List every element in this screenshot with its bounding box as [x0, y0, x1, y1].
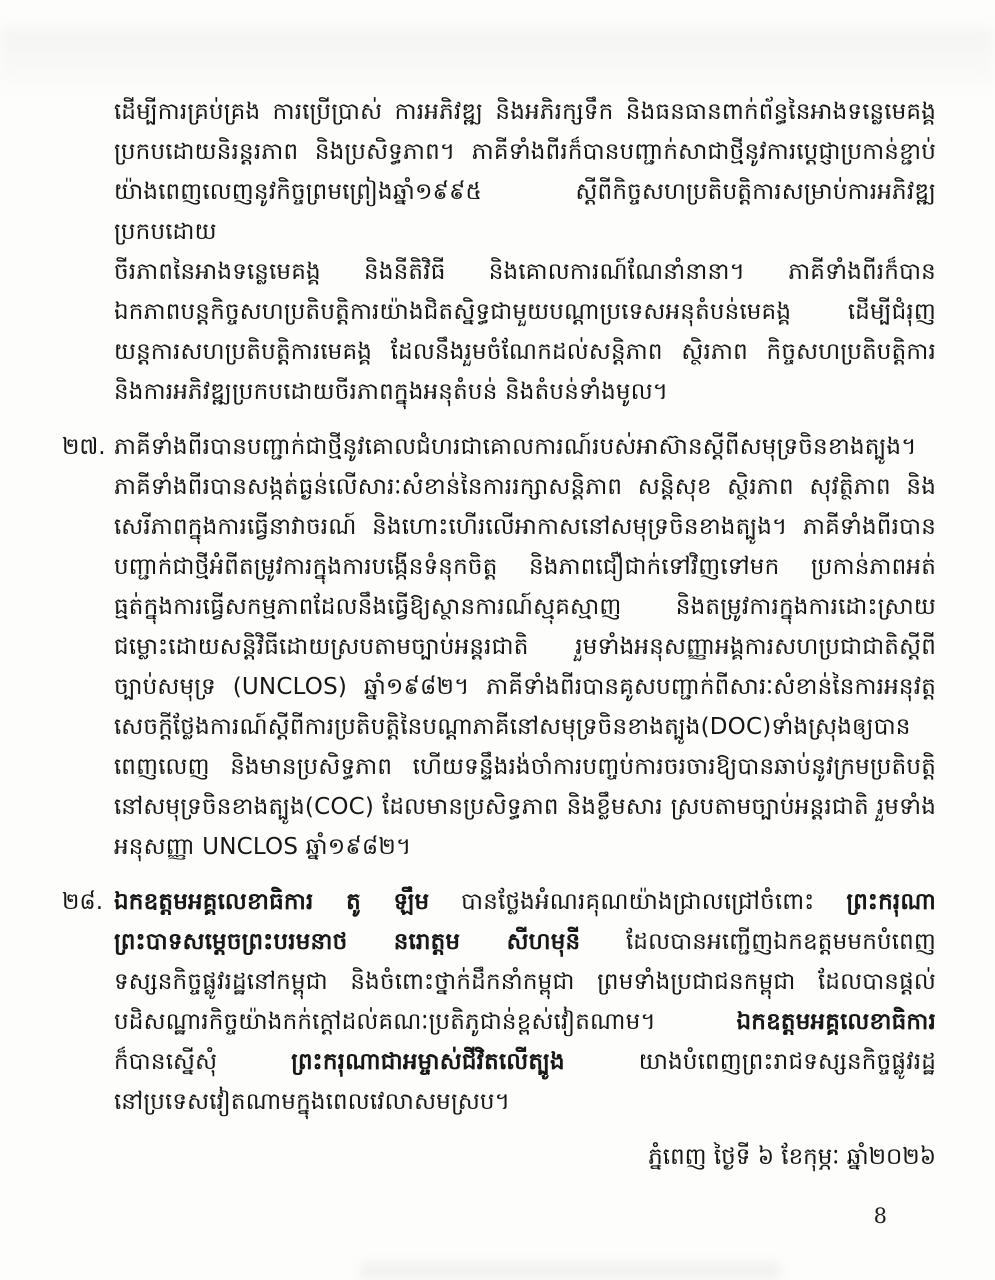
text-segment: ប្រកបដោយនិរន្តរភាព និងប្រសិទ្ធភាព។ ភាគីទាំងពីរក៏បានបញ្ជាក់សាជាថ្មីនូវការប្តេជ្ញាប្រកាន់ខ្ជាប់	[114, 139, 936, 165]
text-line	[114, 667, 936, 707]
text-line	[114, 882, 936, 922]
scan-shade-top	[0, 28, 995, 88]
text-line	[114, 332, 936, 372]
text-segment: យាងបំពេញព្រះរាជទស្សនកិច្ចផ្លូវរដ្ឋ	[564, 1049, 936, 1075]
text-line	[114, 1042, 936, 1082]
text-segment-bold: ឯកឧត្តមអគ្គលេខាធិការ តូ ឡឹម	[114, 889, 430, 915]
text-segment: បញ្ជាក់ជាថ្មីអំពីតម្រូវការក្នុងការបង្កើនទំនុកចិត្ត និងភាពជឿជាក់ទៅវិញទៅមក ប្រកាន់ភាពអត់	[114, 554, 936, 580]
paragraph	[62, 882, 936, 1122]
text-segment-bold: ឯកឧត្តមអគ្គលេខាធិការ	[736, 1009, 936, 1035]
text-line	[114, 707, 936, 747]
text-segment: យ៉ាងពេញលេញនូវកិច្ចព្រមព្រៀងឆ្នាំ១៩៩៥ ស្តីពីកិច្ចសហប្រតិបត្តិការសម្រាប់ការអភិវឌ្ឍប្រកបដោយ	[114, 179, 936, 245]
paragraph	[62, 92, 936, 412]
text-segment: ច្បាប់សមុទ្រ (UNCLOS) ឆ្នាំ១៩៨២។ ភាគីទាំងពីរបានគូសបញ្ជាក់ពីសារៈសំខាន់នៃការអនុវត្ត	[114, 674, 936, 700]
dateline: ភ្នំពេញ ថ្ងៃទី ៦ ខែកុម្ភៈ ឆ្នាំ២០២៦	[648, 1144, 936, 1170]
paragraph	[62, 427, 936, 867]
text-segment: និងការអភិវឌ្ឍប្រកបដោយចីរភាពក្នុងអនុតំបន់ និងតំបន់ទាំងមូល។	[114, 379, 669, 405]
text-line	[114, 1002, 936, 1042]
text-line	[114, 132, 936, 172]
text-segment: ក៏បានស្នើសុំ	[114, 1049, 292, 1075]
text-segment: អនុសញ្ញា UNCLOS ឆ្នាំ១៩៨២។	[114, 834, 412, 860]
text-segment: ដែលបានអញ្ជើញឯកឧត្តមមកបំពេញ	[580, 929, 936, 955]
text-line	[114, 587, 936, 627]
text-segment: បដិសណ្ឋារកិច្ចយ៉ាងកក់ក្តៅដល់គណៈប្រតិភូជាន់ខ្ពស់វៀតណាម។	[114, 1009, 737, 1035]
text-segment: សេរីភាពក្នុងការធ្វើនាវាចរណ៍ និងហោះហើរលើអាកាសនៅសមុទ្រចិនខាងត្បូង។ ភាគីទាំងពីរបាន	[114, 514, 936, 540]
text-segment: ពេញលេញ និងមានប្រសិទ្ធភាព ហើយទន្ទឹងរង់ចាំការបញ្ចប់ការចរចារឱ្យបានឆាប់នូវក្រមប្រតិបត្តិ	[114, 754, 936, 780]
text-line	[114, 467, 936, 507]
text-segment: ភាគីទាំងពីរបានសង្កត់ធ្ងន់លើសារៈសំខាន់នៃការរក្សាសន្តិភាព សន្តិសុខ ស្ថិរភាព សុវត្ថិភាព និង	[114, 474, 936, 500]
text-line	[114, 747, 936, 787]
text-segment: ដើម្បីការគ្រប់គ្រង ការប្រើប្រាស់ ការអភិវឌ្ឍ និងអភិរក្សទឹក និងធនធានពាក់ព័ន្ធនៃអាងទន្លេមេគង្គ	[114, 99, 936, 125]
text-segment-bold: ព្រះករុណាជាអម្ចាស់ជីវិតលើត្បូង	[291, 1049, 565, 1075]
text-segment: បានថ្លែងអំណរគុណយ៉ាងជ្រាលជ្រៅចំពោះ	[429, 889, 847, 915]
text-line	[114, 507, 936, 547]
text-line	[114, 547, 936, 587]
text-segment: នៅប្រទេសវៀតណាមក្នុងពេលវេលាសមស្រប។	[114, 1089, 511, 1115]
text-segment: ឯកភាពបន្តកិច្ចសហប្រតិបត្តិការយ៉ាងជិតស្និទ្ធជាមួយបណ្តាប្រទេសអនុតំបន់មេគង្គ ដើម្បីជំរុញ	[114, 299, 936, 325]
text-line	[114, 92, 936, 132]
paragraph-body	[114, 882, 936, 1122]
text-segment: នៅសមុទ្រចិនខាងត្បូង(COC) ដែលមានប្រសិទ្ធភាព និងខ្លឹមសារ ស្របតាមច្បាប់អន្តរជាតិ រួមទាំង	[114, 794, 936, 820]
text-segment-bold: ព្រះបាទសម្តេចព្រះបរមនាថ នរោត្តម សីហមុនី	[114, 929, 581, 955]
document-body	[62, 92, 936, 1177]
text-line	[114, 627, 936, 667]
text-segment: ទស្សនកិច្ចផ្លូវរដ្ឋនៅកម្ពុជា និងចំពោះថ្នាក់ដឹកនាំកម្ពុជា ព្រមទាំងប្រជាជនកម្ពុជា ដែលបានផ្តល់	[114, 969, 936, 995]
text-line	[114, 827, 936, 867]
text-line	[114, 292, 936, 332]
text-segment: ភាគីទាំងពីរបានបញ្ជាក់ជាថ្មីនូវគោលជំហរជាគោលការណ៍របស់អាស៊ានស្តីពីសមុទ្រចិនខាងត្បូង។	[114, 434, 917, 460]
text-line	[114, 252, 936, 292]
text-segment: សេចក្តីថ្លែងការណ៍ស្តីពីការប្រតិបត្តិនៃបណ្តាភាគីនៅសមុទ្រចិនខាងត្បូង(DOC)ទាំងស្រុងឲ្យបាន	[114, 714, 911, 740]
text-segment: ចីរភាពនៃអាងទន្លេមេគង្គ និងនីតិវិធី និងគោលការណ៍ណែនាំនានា។ ភាគីទាំងពីរក៏បាន	[114, 259, 936, 285]
text-segment: ជម្លោះដោយសន្តិវិធីដោយស្របតាមច្បាប់អន្តរជាតិ រួមទាំងអនុសញ្ញាអង្គការសហប្រជាជាតិស្តីពី	[114, 634, 936, 660]
text-line	[114, 962, 936, 1002]
paragraph-body	[114, 92, 936, 412]
text-line	[114, 427, 936, 467]
page-number: 8	[873, 1204, 887, 1228]
paragraph-number: ២៨.	[62, 889, 104, 915]
paragraph-body	[114, 427, 936, 867]
paragraph-number	[62, 92, 114, 412]
text-segment-bold: ព្រះករុណា	[846, 889, 936, 915]
text-line	[114, 1082, 936, 1122]
text-segment: ធ្មត់ក្នុងការធ្វើសកម្មភាពដែលនឹងធ្វើឱ្យស្ថានការណ៍ស្មុគស្មាញ និងតម្រូវការក្នុងការដោះស្រាយ	[114, 594, 936, 620]
scan-shade-bottom	[360, 1262, 780, 1280]
text-line	[114, 787, 936, 827]
paragraphs-container	[62, 92, 936, 1122]
text-line	[114, 922, 936, 962]
text-line	[114, 172, 936, 252]
text-segment: យន្តការសហប្រតិបត្តិការមេគង្គ ដែលនឹងរួមចំណែកដល់សន្តិភាព ស្ថិរភាព កិច្ចសហប្រតិបត្តិការ	[114, 339, 936, 365]
paragraph-number: ២៧.	[62, 434, 106, 460]
text-line	[114, 372, 936, 412]
